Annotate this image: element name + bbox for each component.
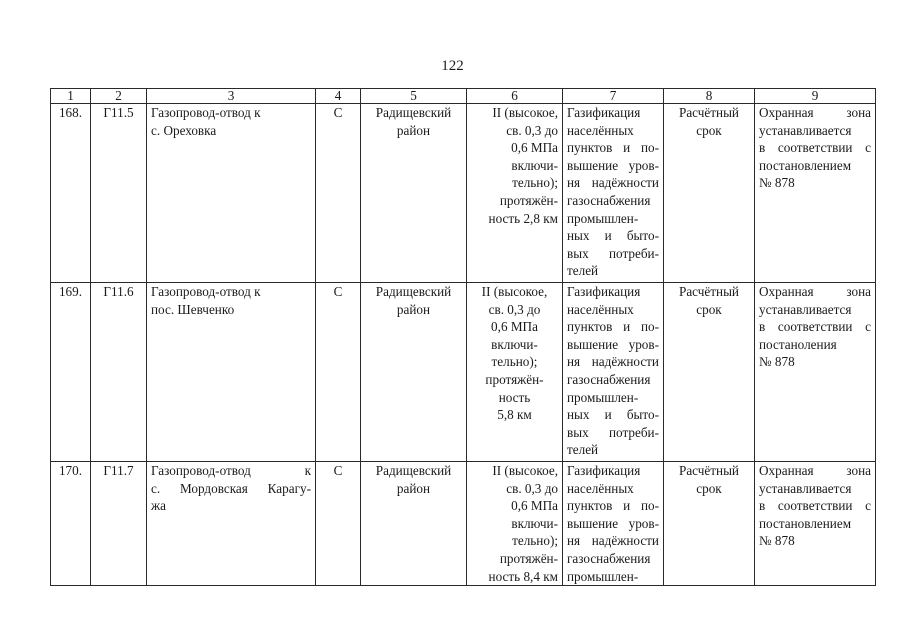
table-row (51, 104, 876, 283)
text-line: Радищевский (375, 284, 452, 299)
text-line: в соответствии с (759, 319, 871, 335)
text-line: Расчётный (678, 105, 739, 120)
text-line: Расчётный (678, 284, 739, 299)
text-line: пунктов и по- (567, 319, 659, 335)
text-line: включи- (511, 515, 558, 531)
protection-zone (755, 283, 876, 462)
text-line: ня надёжности (567, 354, 659, 370)
text-line: № 878 (759, 533, 795, 549)
text-line: ных и быто- (567, 228, 659, 244)
text-line: Радищевский (375, 105, 452, 120)
text-line: ня надёжности (567, 175, 659, 191)
text-line: ность (498, 389, 531, 405)
text-line: срок (696, 480, 722, 496)
text-line: постановлением (759, 157, 852, 173)
protection-zone (755, 104, 876, 283)
text-line: с. Ореховка (151, 122, 217, 138)
header-col-1: 1 (51, 89, 91, 104)
text-line: пунктов и по- (567, 140, 659, 156)
text-line: вых потреби- (567, 245, 659, 261)
text-line: район (396, 122, 431, 138)
text-line: газоснабжения (567, 192, 651, 208)
header-col-3: 3 (147, 89, 316, 104)
text-line: Газопровод-отвод к (151, 463, 311, 478)
text-line: Охранная зона (759, 105, 871, 120)
location (361, 462, 467, 586)
parameters (467, 283, 563, 462)
text-line: вышение уров- (567, 157, 659, 173)
text-line: тельно); (491, 354, 538, 370)
text-line: пос. Шевченко (151, 301, 235, 317)
location (361, 104, 467, 283)
text-line: Охранная зона (759, 284, 871, 299)
text-line: жа (151, 498, 166, 514)
text-line: II (высокое, (492, 105, 558, 120)
text-line: в соответствии с (759, 140, 871, 156)
text-line: район (396, 480, 431, 496)
text-line: включи- (511, 157, 558, 173)
header-col-7: 7 (563, 89, 664, 104)
row-number: 168. (51, 104, 91, 283)
text-line: № 878 (759, 354, 795, 370)
category: С (316, 104, 361, 283)
header-col-8: 8 (664, 89, 755, 104)
text-line: св. 0,3 до (506, 480, 558, 496)
text-line: Газификация (567, 463, 641, 478)
header-col-4: 4 (316, 89, 361, 104)
text-line: срок (696, 122, 722, 138)
purpose (563, 104, 664, 283)
header-col-5: 5 (361, 89, 467, 104)
text-line: газоснабжения (567, 550, 651, 566)
text-line: II (высокое, (481, 284, 548, 299)
object-name (147, 462, 316, 586)
implementation-term (664, 462, 755, 586)
text-line: населённых (567, 480, 634, 496)
text-line: промышлен- (567, 568, 639, 584)
text-line: включи- (491, 336, 538, 352)
text-line: № 878 (759, 175, 795, 191)
text-line: св. 0,3 до (506, 122, 558, 138)
text-line: тельно); (512, 175, 558, 191)
text-line: устанавливается (759, 301, 852, 317)
text-line: Газопровод-отвод к (151, 105, 261, 120)
implementation-term (664, 283, 755, 462)
text-line: ня надёжности (567, 533, 659, 549)
text-line: промышлен- (567, 389, 639, 405)
text-line: 5,8 км (497, 407, 532, 423)
text-line: срок (696, 301, 722, 317)
protection-zone (755, 462, 876, 586)
implementation-term (664, 104, 755, 283)
gas-pipeline-table (50, 88, 876, 586)
text-line: телей (567, 442, 599, 458)
text-line: пунктов и по- (567, 498, 659, 514)
text-line: постаноления (759, 336, 837, 352)
parameters (467, 104, 563, 283)
row-number: 170. (51, 462, 91, 586)
text-line: телей (567, 263, 599, 279)
text-line: с. Мордовская Карагу- (151, 480, 311, 496)
header-row (51, 89, 876, 104)
object-code: Г11.6 (91, 283, 147, 462)
text-line: Газопровод-отвод к (151, 284, 261, 299)
parameters (467, 462, 563, 586)
text-line: населённых (567, 122, 634, 138)
text-line: вых потреби- (567, 424, 659, 440)
text-line: Газификация (567, 105, 641, 120)
object-code: Г11.5 (91, 104, 147, 283)
text-line: 0,6 МПа (511, 140, 558, 156)
text-line: устанавливается (759, 480, 852, 496)
text-line: промышлен- (567, 210, 639, 226)
purpose (563, 462, 664, 586)
text-line: ных и быто- (567, 407, 659, 423)
text-line: устанавливается (759, 122, 852, 138)
text-line: Охранная зона (759, 463, 871, 478)
table-row (51, 462, 876, 586)
header-col-6: 6 (467, 89, 563, 104)
text-line: 0,6 МПа (511, 498, 558, 514)
category: С (316, 283, 361, 462)
text-line: вышение уров- (567, 336, 659, 352)
text-line: протяжён- (499, 550, 558, 566)
object-name (147, 104, 316, 283)
object-name (147, 283, 316, 462)
header-col-2: 2 (91, 89, 147, 104)
purpose (563, 283, 664, 462)
text-line: протяжён- (499, 192, 558, 208)
text-line: св. 0,3 до (488, 301, 541, 317)
text-line: ность 8,4 км (488, 568, 558, 584)
text-line: газоснабжения (567, 371, 651, 387)
text-line: район (396, 301, 431, 317)
text-line: протяжён- (485, 371, 544, 387)
header-col-9: 9 (755, 89, 876, 104)
text-line: II (высокое, (492, 463, 558, 478)
page-number: 122 (441, 58, 464, 74)
location (361, 283, 467, 462)
text-line: Газификация (567, 284, 641, 299)
text-line: постановлением (759, 515, 852, 531)
text-line: Расчётный (678, 463, 739, 478)
table-row (51, 283, 876, 462)
object-code: Г11.7 (91, 462, 147, 586)
text-line: Радищевский (375, 463, 452, 478)
category: С (316, 462, 361, 586)
text-line: ность 2,8 км (488, 210, 558, 226)
text-line: вышение уров- (567, 515, 659, 531)
row-number: 169. (51, 283, 91, 462)
text-line: тельно); (512, 533, 558, 549)
text-line: населённых (567, 301, 634, 317)
text-line: в соответствии с (759, 498, 871, 514)
text-line: 0,6 МПа (491, 319, 538, 335)
